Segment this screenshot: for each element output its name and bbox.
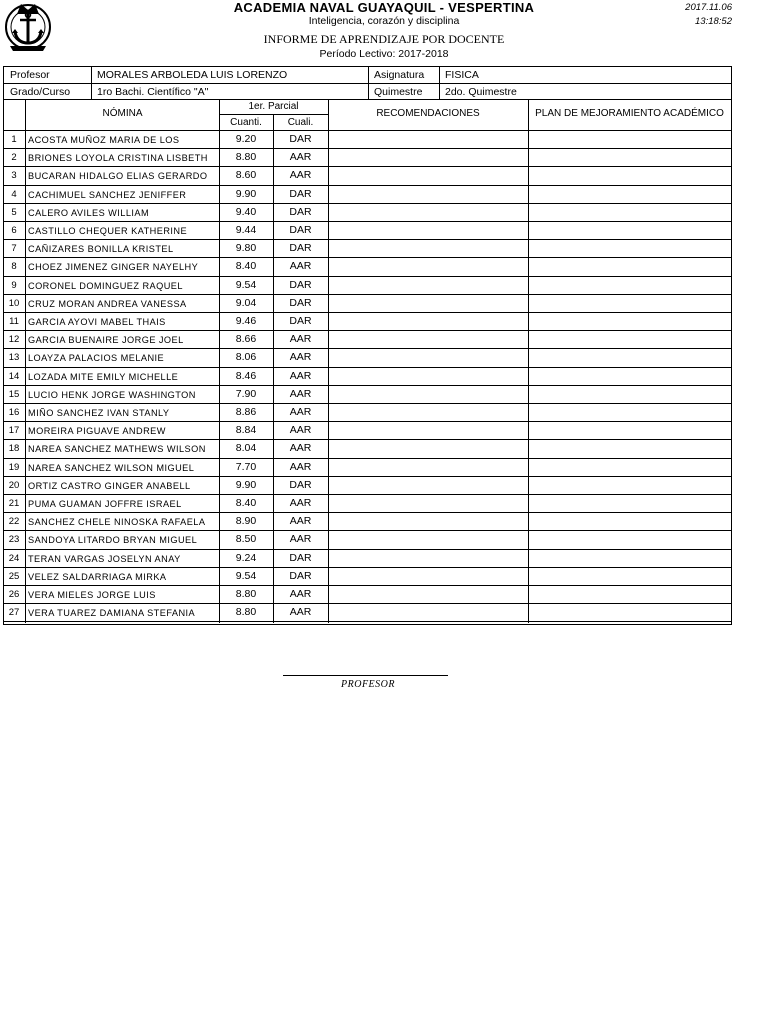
grade-cuali: AAR	[289, 406, 312, 418]
student-name: CALERO AVILES WILLIAM	[28, 207, 150, 218]
grade-cuanti: 8.84	[235, 424, 257, 437]
grade-cuali: AAR	[289, 442, 312, 455]
table-row	[4, 186, 731, 204]
table-row	[4, 131, 731, 149]
row-number: 1	[11, 134, 17, 145]
table-row	[4, 368, 731, 386]
table-row	[4, 459, 731, 477]
row-number: 23	[8, 534, 20, 546]
quimestre-value: 2do. Quimestre	[445, 86, 517, 98]
table-row	[4, 204, 731, 222]
student-name: GARCIA BUENAIRE JORGE JOEL	[28, 335, 184, 346]
row-number: 21	[8, 498, 20, 509]
student-name: MIÑO SANCHEZ IVAN STANLY	[28, 408, 170, 418]
grade-cuali: DAR	[289, 296, 312, 309]
signature-line	[283, 675, 448, 676]
table-row	[4, 240, 731, 258]
student-name: NAREA SANCHEZ WILSON MIGUEL	[28, 462, 195, 473]
student-name: TERAN VARGAS JOSELYN ANAY	[28, 553, 181, 564]
grade-cuanti: 8.80	[235, 151, 257, 164]
grade-cuali: DAR	[289, 187, 312, 200]
row-number: 8	[11, 261, 17, 273]
table-row	[4, 604, 731, 622]
student-name: VELEZ SALDARRIAGA MIRKA	[28, 571, 167, 582]
student-name: CHOEZ JIMENEZ GINGER NAYELHY	[28, 262, 199, 273]
table-row	[4, 167, 731, 185]
student-name: LOAYZA PALACIOS MELANIE	[28, 353, 165, 364]
table-row	[4, 440, 731, 458]
grade-cuali: DAR	[289, 205, 312, 218]
student-name: MOREIRA PIGUAVE ANDREW	[28, 426, 166, 437]
table-row	[4, 422, 731, 440]
asignatura-label: Asignatura	[374, 69, 425, 81]
row-number: 15	[8, 388, 20, 400]
grade-cuali: DAR	[289, 478, 312, 491]
table-row	[4, 277, 731, 295]
grade-cuanti: 9.44	[235, 224, 257, 236]
grado-value: 1ro Bachi. Científico "A"	[97, 86, 209, 98]
student-name: BRIONES LOYOLA CRISTINA LISBETH	[28, 153, 208, 164]
row-number: 9	[11, 279, 17, 291]
grado-label: Grado/Curso	[10, 86, 71, 98]
student-name: VERA MIELES JORGE LUIS	[28, 590, 156, 600]
grade-cuanti: 9.54	[235, 569, 257, 582]
grade-cuanti: 9.90	[235, 478, 257, 491]
grade-cuanti: 9.46	[235, 315, 257, 327]
grade-cuanti: 8.40	[235, 260, 257, 273]
row-number: 14	[8, 370, 20, 382]
row-number: 19	[8, 461, 20, 473]
table-row	[4, 295, 731, 313]
info-block	[3, 66, 732, 100]
row-number: 10	[8, 297, 20, 309]
grade-cuali: AAR	[289, 351, 312, 364]
col-parcial: 1er. Parcial	[248, 101, 299, 112]
school-period: Período Lectivo: 2017-2018	[319, 48, 449, 60]
grade-cuanti: 7.90	[235, 387, 257, 400]
grade-cuanti: 9.80	[235, 242, 257, 255]
row-number: 13	[8, 352, 20, 364]
grade-cuali: AAR	[289, 333, 312, 346]
print-date: 2017.11.06	[685, 2, 732, 13]
student-name: NAREA SANCHEZ MATHEWS WILSON	[28, 444, 206, 455]
table-row	[4, 477, 731, 495]
table-row	[4, 550, 731, 568]
table-row	[4, 313, 731, 331]
grade-cuanti: 8.06	[235, 351, 257, 364]
row-number: 24	[8, 552, 20, 564]
col-recomendaciones: RECOMENDACIONES	[376, 108, 480, 119]
table-row	[4, 349, 731, 367]
grade-cuanti: 8.60	[235, 169, 257, 182]
grade-cuali: DAR	[289, 569, 312, 582]
school-motto: Inteligencia, corazón y disciplina	[308, 15, 460, 27]
table-row	[4, 531, 731, 549]
student-name: LUCIO HENK JORGE WASHINGTON	[28, 389, 196, 400]
grade-cuali: AAR	[289, 369, 312, 382]
student-name: CACHIMUEL SANCHEZ JENIFFER	[28, 189, 187, 200]
student-name: VERA TUAREZ DAMIANA STEFANIA	[28, 608, 196, 619]
quimestre-label: Quimestre	[374, 86, 423, 98]
grade-cuali: AAR	[289, 387, 312, 400]
table-row	[4, 149, 731, 167]
col-cuanti: Cuanti.	[230, 117, 262, 128]
school-title: ACADEMIA NAVAL GUAYAQUIL - VESPERTINA	[233, 0, 535, 15]
table-row	[4, 222, 731, 240]
student-name: PUMA GUAMAN JOFFRE ISRAEL	[28, 499, 182, 509]
row-number: 4	[11, 188, 17, 200]
row-number: 18	[8, 443, 20, 455]
profesor-value: MORALES ARBOLEDA LUIS LORENZO	[97, 69, 288, 81]
grade-cuali: DAR	[289, 315, 312, 327]
grade-cuanti: 8.50	[235, 533, 257, 546]
student-name: SANCHEZ CHELE NINOSKA RAFAELA	[28, 517, 206, 528]
table-row	[4, 586, 731, 604]
grade-cuanti: 8.40	[235, 497, 257, 509]
row-number: 16	[8, 407, 20, 418]
grade-cuali: AAR	[289, 497, 312, 509]
grade-cuali: DAR	[289, 551, 312, 564]
row-number: 11	[9, 316, 19, 327]
grade-cuanti: 9.54	[235, 278, 257, 291]
col-plan: PLAN DE MEJORAMIENTO ACADÉMICO	[535, 108, 724, 119]
grade-cuali: AAR	[289, 606, 312, 619]
grade-cuanti: 8.04	[235, 442, 257, 455]
row-number: 25	[8, 570, 20, 582]
row-number: 12	[8, 334, 20, 346]
grade-cuali: AAR	[289, 588, 312, 600]
table-row	[4, 513, 731, 531]
table-row	[4, 331, 731, 349]
student-name: CRUZ MORAN ANDREA VANESSA	[28, 298, 187, 309]
student-name: SANDOYA LITARDO BRYAN MIGUEL	[28, 535, 198, 546]
grade-cuanti: 8.80	[235, 606, 257, 619]
row-number: 17	[8, 425, 20, 437]
grade-cuanti: 9.40	[235, 205, 257, 218]
grade-cuali: DAR	[289, 242, 312, 255]
col-cuali: Cuali.	[287, 117, 314, 128]
grade-cuali: AAR	[289, 169, 312, 182]
grade-cuanti: 8.80	[235, 588, 257, 600]
row-number: 6	[11, 225, 17, 236]
student-name: ORTIZ CASTRO GINGER ANABELL	[28, 480, 191, 491]
student-name: CORONEL DOMINGUEZ RAQUEL	[28, 280, 183, 291]
student-name: CAÑIZARES BONILLA KRISTEL	[28, 244, 174, 255]
signature-label: PROFESOR	[341, 679, 395, 690]
grades-table	[3, 100, 732, 625]
student-name: BUCARAN HIDALGO ELIAS GERARDO	[28, 171, 208, 182]
grade-cuali: AAR	[289, 515, 312, 528]
grade-cuanti: 8.90	[235, 515, 257, 528]
row-number: 27	[8, 607, 20, 619]
row-number: 7	[11, 243, 17, 255]
table-row	[4, 386, 731, 404]
grade-cuanti: 9.20	[235, 133, 257, 145]
row-number: 5	[11, 206, 17, 218]
row-number: 22	[8, 516, 20, 528]
student-name: GARCIA AYOVI MABEL THAIS	[28, 317, 166, 327]
grade-cuali: DAR	[289, 278, 312, 291]
grade-cuali: AAR	[289, 460, 312, 473]
table-row	[4, 404, 731, 422]
table-row	[4, 568, 731, 586]
print-timestamp	[685, 1, 732, 29]
grade-cuanti: 9.04	[235, 296, 257, 309]
table-row	[4, 258, 731, 276]
row-number: 2	[11, 152, 17, 164]
grade-cuanti: 8.66	[235, 333, 257, 346]
grade-cuanti: 7.70	[235, 460, 257, 473]
grade-cuali: AAR	[289, 260, 312, 273]
student-name: CASTILLO CHEQUER KATHERINE	[28, 226, 188, 236]
student-name: LOZADA MITE EMILY MICHELLE	[28, 371, 179, 382]
print-time: 13:18:52	[695, 16, 732, 27]
grade-cuali: DAR	[289, 224, 312, 236]
row-number: 3	[11, 170, 17, 182]
asignatura-value: FISICA	[445, 69, 479, 81]
col-nomina: NÓMINA	[102, 108, 143, 119]
grade-cuanti: 9.90	[235, 187, 257, 200]
table-row	[4, 495, 731, 513]
grade-cuali: AAR	[289, 533, 312, 546]
report-title: INFORME DE APRENDIZAJE POR DOCENTE	[263, 32, 505, 46]
student-name: ACOSTA MUÑOZ MARIA DE LOS	[28, 135, 180, 145]
profesor-label: Profesor	[10, 69, 50, 81]
grade-cuali: AAR	[289, 424, 312, 437]
row-number: 20	[8, 479, 20, 491]
grade-cuanti: 8.46	[235, 369, 257, 382]
grade-cuali: DAR	[289, 133, 312, 145]
grade-cuanti: 9.24	[235, 551, 257, 564]
grade-cuali: AAR	[289, 151, 312, 164]
grade-cuanti: 8.86	[235, 406, 257, 418]
row-number: 26	[8, 589, 20, 600]
